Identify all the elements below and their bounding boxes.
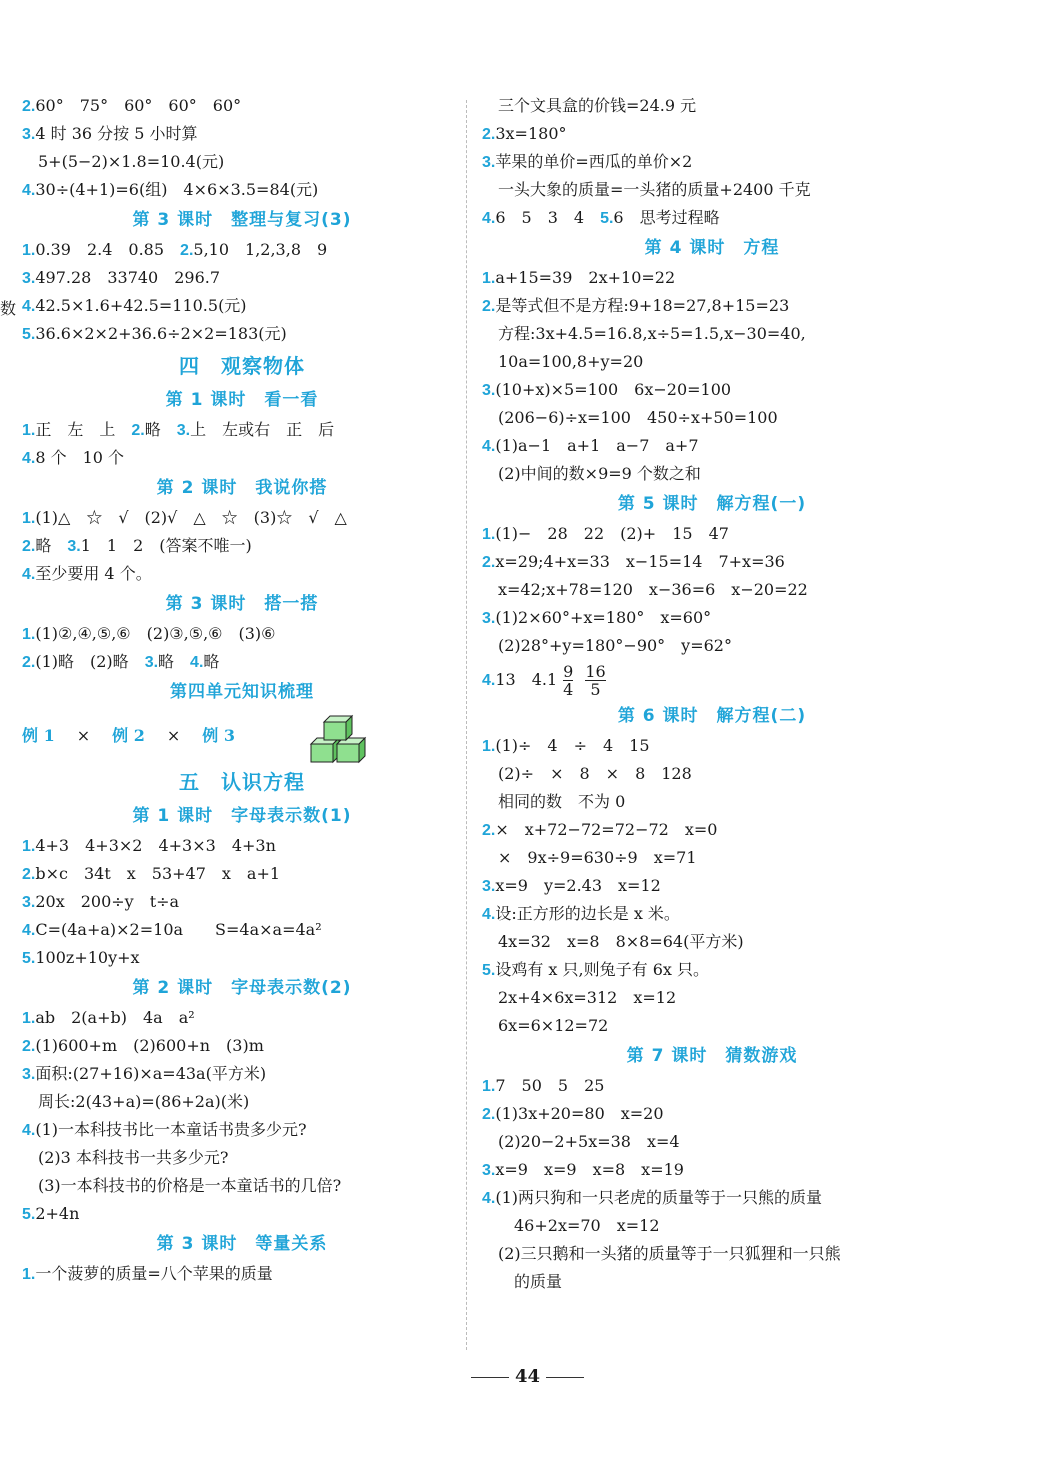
question-number: 1. — [22, 838, 36, 855]
question-number: 2. — [131, 422, 145, 439]
question-number: 3. — [482, 154, 496, 171]
question-number: 4. — [22, 566, 36, 583]
question-number: 3. — [144, 654, 159, 671]
fraction-numerator: 9 — [563, 662, 574, 681]
answer-line — [482, 1100, 942, 1128]
answer-text: (1)− 28 22 (2)+ 15 47 — [495, 524, 729, 543]
lesson-heading: 第 3 课时 搭一搭 — [165, 594, 319, 614]
answer-text: x=9 x=9 x=8 x=19 — [495, 1160, 684, 1179]
question-number: 3. — [67, 538, 81, 555]
question-number: 3. — [482, 1162, 496, 1179]
answer-text: 周长:2(43+a)=(86+2a)(米) — [22, 1092, 250, 1111]
answer-text: 略 — [158, 652, 191, 671]
answer-text: 一个菠萝的质量=八个苹果的质量 — [35, 1264, 273, 1283]
answer-text: (10+x)×5=100 6x−20=100 — [495, 380, 732, 399]
answer-text: 略 — [35, 536, 68, 555]
question-number: 2. — [180, 242, 194, 259]
answer-line — [22, 944, 462, 972]
right-column — [482, 92, 942, 1296]
answer-line — [482, 788, 942, 816]
question-number: 1. — [22, 1010, 36, 1027]
answer-text: × x+72−72=72−72 x=0 — [495, 820, 718, 839]
question-number: 1. — [482, 1078, 496, 1095]
answer-text: 20x 200÷y t÷a — [35, 892, 180, 911]
lesson-heading: 第 5 课时 解方程(一) — [617, 494, 807, 514]
answer-line — [22, 860, 462, 888]
cross-mark: × — [76, 725, 91, 745]
answer-line — [482, 320, 942, 348]
answer-line — [482, 872, 942, 900]
left-column — [22, 92, 462, 1288]
answer-line — [22, 120, 462, 148]
answer-text: 100z+10y+x — [35, 948, 140, 967]
answer-text: (1)÷ 4 ÷ 4 15 — [495, 736, 650, 755]
answer-text: 1 1 2 (答案不唯一) — [80, 536, 252, 555]
answer-line — [482, 816, 942, 844]
example-row — [22, 708, 462, 764]
answer-text: (1)两只狗和一只老虎的质量等于一只熊的质量 — [495, 1188, 823, 1207]
answer-text: 2+4n — [35, 1204, 80, 1223]
answer-text: (1)△ ☆ √ (2)√ △ ☆ (3)☆ √ △ — [35, 508, 347, 527]
answer-text: 7 50 5 25 — [495, 1076, 605, 1095]
answer-line — [22, 620, 462, 648]
answer-line — [482, 1240, 942, 1268]
answer-text: (1)600+m (2)600+n (3)m — [35, 1036, 264, 1055]
question-number: 2. — [482, 298, 496, 315]
question-number: 2. — [482, 822, 496, 839]
answer-text: 6 5 3 4 — [495, 208, 601, 227]
answer-text: 46+2x=70 x=12 — [482, 1216, 660, 1235]
answer-text: 苹果的单价=西瓜的单价×2 — [495, 152, 693, 171]
question-number: 4. — [482, 1190, 496, 1207]
answer-line — [22, 648, 462, 676]
answer-text: 36.6×2×2+36.6÷2×2=183(元) — [35, 324, 287, 343]
answer-text: x=42;x+78=120 x−36=6 x−20=22 — [482, 580, 808, 599]
answer-text: 略 — [144, 420, 177, 439]
answer-text: (1)a−1 a+1 a−7 a+7 — [495, 436, 699, 455]
answer-line — [22, 916, 462, 944]
lesson-heading: 第 1 课时 字母表示数(1) — [132, 806, 352, 826]
question-number: 1. — [482, 738, 496, 755]
cross-mark: × — [166, 725, 181, 745]
answer-line — [482, 984, 942, 1012]
answer-text: 的质量 — [482, 1272, 563, 1291]
answer-line — [482, 376, 942, 404]
answer-line — [482, 1184, 942, 1212]
lesson-heading: 第四单元知识梳理 — [170, 682, 314, 702]
question-number: 4. — [22, 450, 36, 467]
fraction-numerator: 16 — [585, 662, 606, 681]
answer-line — [482, 576, 942, 604]
answer-text: 30÷(4+1)=6(组) 4×6×3.5=84(元) — [35, 180, 319, 199]
question-number: 4. — [482, 906, 496, 923]
answer-line — [22, 1172, 462, 1200]
question-number: 1. — [22, 510, 36, 527]
answer-line — [22, 532, 462, 560]
answer-text: b×c 34t x 53+47 x a+1 — [35, 864, 281, 883]
lesson-heading: 第 3 课时 等量关系 — [156, 1234, 328, 1254]
answer-text: 相同的数 不为 0 — [482, 792, 626, 811]
lesson-heading: 第 1 课时 看一看 — [165, 390, 319, 410]
answer-line — [482, 1156, 942, 1184]
answer-text: a+15=39 2x+10=22 — [495, 268, 676, 287]
edge-character: 数 — [0, 299, 17, 318]
answer-text: 设鸡有 x 只,则兔子有 6x 只。 — [495, 960, 710, 979]
example-label: 例 1 — [22, 725, 55, 745]
answer-line — [482, 732, 942, 760]
question-number: 4. — [22, 1122, 36, 1139]
answer-line — [22, 416, 462, 444]
answer-line — [22, 1088, 462, 1116]
answer-line — [482, 292, 942, 320]
answer-text: (2)3 本科技书一共多少元? — [22, 1148, 229, 1167]
answer-line — [482, 1268, 942, 1296]
lesson-heading: 第 2 课时 我说你搭 — [156, 478, 328, 498]
question-number: 5. — [22, 326, 36, 343]
answer-line — [22, 320, 462, 348]
answer-line — [22, 888, 462, 916]
question-number: 3. — [22, 894, 36, 911]
unit-heading: 五 认识方程 — [179, 770, 305, 794]
question-number: 1. — [22, 1266, 36, 1283]
answer-text: 方程:3x+4.5=16.8,x÷5=1.5,x−30=40, — [482, 324, 806, 343]
answer-line — [482, 760, 942, 788]
question-number: 5. — [600, 210, 614, 227]
answer-text: 三个文具盒的价钱=24.9 元 — [482, 96, 697, 115]
question-number: 2. — [22, 654, 36, 671]
answer-line — [482, 900, 942, 928]
question-number: 1. — [482, 270, 496, 287]
footer-rule-left — [471, 1377, 509, 1378]
answer-line — [482, 660, 942, 700]
page-number-footer — [0, 1366, 1055, 1387]
answer-line — [22, 176, 462, 204]
answer-text: ab 2(a+b) 4a a² — [35, 1008, 195, 1027]
answer-text: 是等式但不是方程:9+18=27,8+15=23 — [495, 296, 790, 315]
answer-line — [22, 1032, 462, 1060]
answer-line — [482, 432, 942, 460]
question-number: 1. — [22, 626, 36, 643]
page-number: 44 — [514, 1366, 541, 1387]
question-number: 4. — [22, 922, 36, 939]
answer-line — [482, 264, 942, 292]
answer-text: 42.5×1.6+42.5=110.5(元) — [35, 296, 247, 315]
question-number: 2. — [482, 1106, 496, 1123]
answer-text: (1)②,④,⑤,⑥ (2)③,⑤,⑥ (3)⑥ — [35, 624, 276, 643]
answer-text: 4x=32 x=8 8×8=64(平方米) — [482, 932, 744, 951]
footer-rule-right — [546, 1377, 584, 1378]
answer-line — [22, 1200, 462, 1228]
answer-line — [482, 120, 942, 148]
answer-text: x=9 y=2.43 x=12 — [495, 876, 661, 895]
question-number: 3. — [22, 126, 36, 143]
unit-heading: 四 观察物体 — [179, 354, 305, 378]
question-number: 2. — [482, 126, 496, 143]
answer-text: (1)一本科技书比一本童话书贵多少元? — [35, 1120, 307, 1139]
question-number: 3. — [482, 878, 496, 895]
answer-line — [482, 1128, 942, 1156]
answer-text: 497.28 33740 296.7 — [35, 268, 221, 287]
answer-text: (206−6)÷x=100 450÷x+50=100 — [482, 408, 778, 427]
answer-text: 一头大象的质量=一头猪的质量+2400 千克 — [482, 180, 811, 199]
answer-line — [482, 956, 942, 984]
answer-text: 略 — [203, 652, 220, 671]
lesson-heading: 第 6 课时 解方程(二) — [617, 706, 807, 726]
question-number: 2. — [22, 98, 36, 115]
answer-line — [22, 92, 462, 120]
answer-text: 13 4.1 — [495, 670, 558, 689]
cube-stack-figure — [307, 708, 377, 764]
answer-line — [22, 832, 462, 860]
lesson-heading: 第 4 课时 方程 — [644, 238, 780, 258]
fraction-denominator: 4 — [563, 680, 574, 699]
answer-text: 0.39 2.4 0.85 — [35, 240, 181, 259]
answer-line — [22, 148, 462, 176]
fraction — [585, 663, 605, 698]
answer-text: (1)3x+20=80 x=20 — [495, 1104, 664, 1123]
answer-line — [482, 404, 942, 432]
question-number: 3. — [176, 422, 191, 439]
question-number: 4. — [482, 438, 496, 455]
example-label: 例 3 — [202, 725, 235, 745]
column-divider — [466, 100, 467, 1350]
answer-text: 正 左 上 — [35, 420, 132, 439]
answer-text: 60° 75° 60° 60° 60° — [35, 96, 242, 115]
lesson-heading: 第 7 课时 猜数游戏 — [626, 1046, 798, 1066]
answer-line — [22, 1116, 462, 1144]
answer-text: 5+(5−2)×1.8=10.4(元) — [22, 152, 225, 171]
lesson-heading: 第 3 课时 整理与复习(3) — [132, 210, 352, 230]
answer-line — [482, 1072, 942, 1100]
answer-line — [482, 928, 942, 956]
question-number: 4. — [22, 298, 36, 315]
answer-text: 6x=6×12=72 — [482, 1016, 609, 1035]
fraction — [563, 663, 573, 698]
question-number: 1. — [22, 242, 36, 259]
question-number: 5. — [22, 950, 36, 967]
answer-text: 8 个 10 个 — [35, 448, 125, 467]
answer-text: (2)28°+y=180°−90° y=62° — [482, 636, 732, 655]
answer-text: (1)略 (2)略 — [35, 652, 145, 671]
answer-line — [22, 236, 462, 264]
answer-line — [482, 148, 942, 176]
answer-text: 10a=100,8+y=20 — [482, 352, 644, 371]
answer-text: (3)一本科技书的价格是一本童话书的几倍? — [22, 1176, 342, 1195]
answer-line — [22, 444, 462, 472]
answer-line — [482, 632, 942, 660]
fraction-denominator: 5 — [585, 680, 605, 698]
answer-text: (2)三只鹅和一头猪的质量等于一只狐狸和一只熊 — [482, 1244, 841, 1263]
answer-line — [22, 1004, 462, 1032]
question-number: 2. — [22, 538, 36, 555]
question-number: 4. — [482, 672, 496, 689]
question-number: 2. — [22, 866, 36, 883]
question-number: 3. — [22, 270, 36, 287]
answer-line — [482, 844, 942, 872]
question-number: 1. — [482, 526, 496, 543]
answer-line — [22, 292, 462, 320]
answer-line — [482, 548, 942, 576]
answer-text: (2)中间的数×9=9 个数之和 — [482, 464, 701, 483]
answer-line — [22, 264, 462, 292]
answer-text: 5,10 1,2,3,8 9 — [193, 240, 328, 259]
answer-text: 4 时 36 分按 5 小时算 — [35, 124, 198, 143]
answer-text: 4+3 4+3×2 4+3×3 4+3n — [35, 836, 276, 855]
lesson-heading: 第 2 课时 字母表示数(2) — [132, 978, 352, 998]
answer-line — [482, 520, 942, 548]
answer-line — [482, 604, 942, 632]
answer-line — [482, 1012, 942, 1040]
answer-line — [22, 1060, 462, 1088]
question-number: 3. — [482, 610, 496, 627]
question-number: 2. — [482, 554, 496, 571]
answer-line — [22, 1144, 462, 1172]
question-number: 1. — [22, 422, 36, 439]
question-number: 4. — [482, 210, 496, 227]
answer-line — [482, 204, 942, 232]
answer-line — [482, 92, 942, 120]
answer-line — [482, 460, 942, 488]
answer-text: (2)÷ × 8 × 8 128 — [482, 764, 692, 783]
question-number: 4. — [22, 182, 36, 199]
answer-text: x=29;4+x=33 x−15=14 7+x=36 — [495, 552, 785, 571]
answer-text: 至少要用 4 个。 — [35, 564, 152, 583]
answer-line — [482, 348, 942, 376]
answer-text: C=(4a+a)×2=10a S=4a×a=4a² — [35, 920, 322, 939]
question-number: 3. — [482, 382, 496, 399]
answer-text: 设:正方形的边长是 x 米。 — [495, 904, 680, 923]
answer-text: 上 左或右 正 后 — [190, 420, 335, 439]
answer-text: (2)20−2+5x=38 x=4 — [482, 1132, 680, 1151]
answer-text: (1)2×60°+x=180° x=60° — [495, 608, 712, 627]
answer-line — [22, 560, 462, 588]
question-number: 3. — [22, 1066, 36, 1083]
answer-line — [482, 1212, 942, 1240]
question-number: 5. — [22, 1206, 36, 1223]
answer-text: 2x+4×6x=312 x=12 — [482, 988, 677, 1007]
answer-line — [22, 504, 462, 532]
example-label: 例 2 — [112, 725, 145, 745]
question-number: 2. — [22, 1038, 36, 1055]
question-number: 4. — [190, 654, 204, 671]
answer-line — [22, 1260, 462, 1288]
answer-text: 6 思考过程略 — [613, 208, 720, 227]
question-number: 5. — [482, 962, 496, 979]
answer-text: × 9x÷9=630÷9 x=71 — [482, 848, 697, 867]
answer-text: 面积:(27+16)×a=43a(平方米) — [35, 1064, 267, 1083]
answer-text: 3x=180° — [495, 124, 567, 143]
answer-line — [482, 176, 942, 204]
